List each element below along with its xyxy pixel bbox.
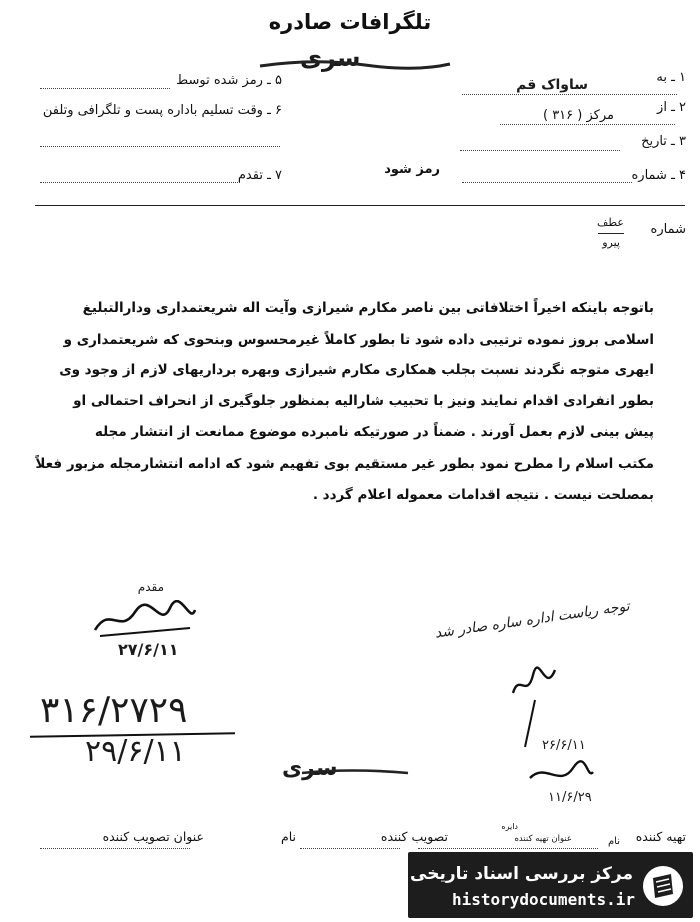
- watermark-url: historydocuments.ir: [451, 890, 635, 909]
- archive-logo-icon: [641, 864, 685, 908]
- middle-sign-date: ۲۶/۶/۱۱: [542, 738, 586, 753]
- signature-left: [90, 600, 200, 640]
- field-number-label: ۴ ـ شماره: [631, 168, 686, 183]
- footer-title-preparer: عنوان تهیه کننده: [514, 834, 572, 844]
- footer-approver-title: عنوان تصویب کننده: [102, 829, 204, 844]
- ref-pirow-label: پیرو: [602, 236, 620, 249]
- body-line: پیش بینی لازم بعمل آورند . ضمناً در صورتیکه نامبرده موضوع ممانعت از انتشار مجله: [94, 424, 654, 440]
- field-code-by-label: ۵ ـ رمز شده توسط: [176, 73, 282, 88]
- watermark-title: مرکز بررسی اسناد تاریخی: [410, 864, 633, 884]
- field-from-value: مرکز ( ۳۱۶ ): [542, 108, 614, 123]
- left-sign-date: ۲۷/۶/۱۱: [118, 640, 179, 659]
- header-divider: [35, 205, 685, 206]
- classification-stamp: سری: [300, 44, 361, 72]
- number-dotline: [462, 182, 632, 183]
- watermark-banner: [408, 852, 693, 918]
- field-date-label: ۳ ـ تاریخ: [641, 134, 686, 149]
- moqaddam-label: مقدم: [137, 580, 164, 594]
- ref-atf-label: عطف: [597, 216, 624, 229]
- stamp-stroke: [255, 58, 455, 72]
- body-line: مکتب اسلام را مطرح نمود بطور غیر مستقیم بوی تفهیم شود که ادامه انتشارمجله مزبور فعلاً: [35, 456, 654, 472]
- stamp-stroke-bottom: [300, 768, 410, 778]
- footer-name-1: نام: [607, 836, 620, 847]
- field-priority-label: ۷ ـ تقدم: [237, 168, 282, 183]
- delivery-dotline: [40, 146, 280, 147]
- field-from-label: ۲ ـ از: [657, 100, 686, 115]
- handwritten-ref-number: ۳۱۶/۲۷۲۹: [40, 690, 188, 731]
- body-line: بطور انفرادی اقدام نمایند ونیز با تحبیب شارالیه بمنظور جلوگیری از انحراف احتمالی او: [73, 393, 654, 409]
- field-to-value: ساواک قم: [516, 77, 588, 93]
- code-by-dotline: [40, 88, 170, 89]
- date-dotline: [460, 150, 620, 151]
- footer-dotline-3: [40, 848, 190, 849]
- body-line: باتوجه باینکه اخیراً اختلافاتی بین ناصر مکارم شیرازی وآیت اله شریعتمداری ودارالتبلیغ: [82, 300, 654, 316]
- footer-dotline-1: [418, 848, 598, 849]
- classification-stamp-bottom: سری: [282, 756, 338, 781]
- body-line: ایهری متوجه نگردند نسبت بجلب همکاری مکارم شیرازی وبهره برداریهای لازم از وجود وی: [59, 362, 654, 378]
- to-dotline: [462, 94, 677, 95]
- footer-dayereh: دایره: [501, 822, 518, 831]
- footer-approve: تصویب کننده: [380, 829, 448, 844]
- body-line: اسلامی بروز نموده ترتیبی داده شود تا بطور کاملاً غیرمحسوس وبنحوی که شریعتمداری و: [63, 332, 654, 348]
- field-to-label: ۱ ـ به: [656, 70, 686, 85]
- handwritten-note: توجه ریاست اداره ساره صادر شد: [433, 598, 631, 642]
- field-delivery-label: ۶ ـ وقت تسلیم باداره پست و تلگرافی وتلفن: [42, 103, 282, 118]
- encode-note: رمز شود: [384, 162, 440, 177]
- bottom-sign-date: ۱۱/۶/۲۹: [548, 790, 592, 805]
- footer-name-2: نام: [280, 829, 296, 844]
- ref-number-label: شماره: [650, 222, 686, 237]
- handwritten-ref-date: ۲۹/۶/۱۱: [85, 734, 186, 769]
- footer-prepared-by: تهیه کننده: [635, 829, 686, 844]
- body-line: بمصلحت نیست . نتیجه اقدامات معموله اعلام گردد .: [312, 487, 654, 503]
- ref-fraction-line: [598, 233, 624, 234]
- footer-dotline-2: [300, 848, 400, 849]
- from-dotline: [500, 124, 675, 125]
- priority-dotline: [40, 182, 240, 183]
- document-title: تلگرافات صادره: [268, 10, 432, 34]
